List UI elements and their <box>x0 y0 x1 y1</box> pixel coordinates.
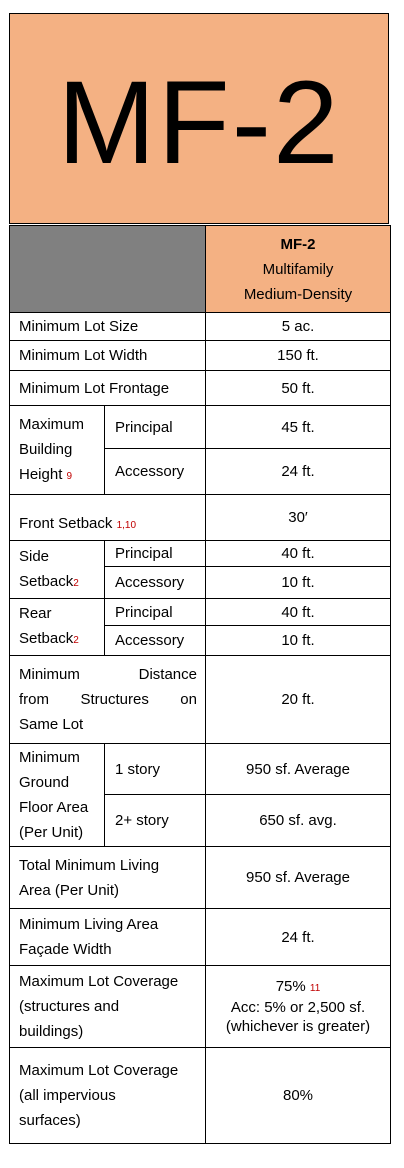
rear-setback-principal-label: Principal <box>105 599 206 626</box>
max-lot-cov-imperv-label: Maximum Lot Coverage (all impervious surfaces) <box>10 1048 206 1144</box>
table-row <box>10 966 391 1048</box>
table-row <box>10 909 391 966</box>
max-height-label: Maximum Building Height 9 <box>10 406 105 495</box>
min-lot-frontage-label: Minimum Lot Frontage <box>10 371 206 406</box>
max-height-accessory-value: 24 ft. <box>206 449 391 495</box>
min-living-facade-label: Minimum Living Area Façade Width <box>10 909 206 966</box>
one-story-value: 950 sf. Average <box>206 744 391 795</box>
max-lot-cov-struct-value: 75% 11 Acc: 5% or 2,500 sf. (whichever is greater) <box>206 966 391 1048</box>
side-setback-principal-value: 40 ft. <box>206 541 391 567</box>
standards-table <box>9 225 391 1144</box>
table-row <box>10 341 391 371</box>
min-lot-width-value: 150 ft. <box>206 341 391 371</box>
footnote-ref: 9 <box>66 470 73 482</box>
header-line-2: Medium-Density <box>243 285 353 303</box>
table-row <box>10 744 391 795</box>
side-setback-label: Side Setback2 <box>10 541 105 599</box>
max-height-principal-value: 45 ft. <box>206 406 391 449</box>
footnote-ref: 1,10 <box>116 520 137 531</box>
min-lot-size-value: 5 ac. <box>206 313 391 341</box>
two-story-value: 650 sf. avg. <box>206 795 391 847</box>
side-setback-accessory-value: 10 ft. <box>206 567 391 599</box>
max-height-principal-label: Principal <box>105 406 206 449</box>
side-setback-accessory-label: Accessory <box>105 567 206 599</box>
min-living-facade-value: 24 ft. <box>206 909 391 966</box>
table-row <box>10 656 391 744</box>
min-lot-width-label: Minimum Lot Width <box>10 341 206 371</box>
min-distance-label: Minimum Distance from Structures on Same Lot <box>10 656 206 744</box>
header-code: MF-2 <box>280 235 316 253</box>
front-setback-label: Front Setback 1,10 <box>10 495 206 541</box>
table-row <box>10 406 391 449</box>
min-lot-frontage-value: 50 ft. <box>206 371 391 406</box>
max-height-accessory-label: Accessory <box>105 449 206 495</box>
rear-setback-principal-value: 40 ft. <box>206 599 391 626</box>
footnote-ref: 2 <box>73 635 79 646</box>
rear-setback-accessory-label: Accessory <box>105 626 206 656</box>
district-title: MF-2 <box>57 56 341 189</box>
header-line-1: Multifamily <box>262 260 334 278</box>
footnote-ref: 2 <box>73 577 79 589</box>
header-row <box>10 226 391 313</box>
min-distance-value: 20 ft. <box>206 656 391 744</box>
footnote-ref: 11 <box>309 983 321 994</box>
table-row <box>10 371 391 406</box>
table-row <box>10 495 391 541</box>
max-lot-cov-imperv-value: 80% <box>206 1048 391 1144</box>
header-district-cell <box>206 226 391 313</box>
min-lot-size-label: Minimum Lot Size <box>10 313 206 341</box>
table-row <box>10 847 391 909</box>
one-story-label: 1 story <box>105 744 206 795</box>
front-setback-value: 30′ <box>206 495 391 541</box>
min-ground-floor-label: Minimum Ground Floor Area (Per Unit) <box>10 744 105 847</box>
district-title-box <box>9 13 389 224</box>
table-row <box>10 599 391 626</box>
table-row <box>10 1048 391 1144</box>
rear-setback-label: Rear Setback2 <box>10 599 105 656</box>
header-blank-cell <box>10 226 206 313</box>
two-story-label: 2+ story <box>105 795 206 847</box>
table-row <box>10 313 391 341</box>
total-min-living-label: Total Minimum Living Area (Per Unit) <box>10 847 206 909</box>
rear-setback-accessory-value: 10 ft. <box>206 626 391 656</box>
table-row <box>10 541 391 567</box>
max-lot-cov-struct-label: Maximum Lot Coverage (structures and buildings) <box>10 966 206 1048</box>
total-min-living-value: 950 sf. Average <box>206 847 391 909</box>
side-setback-principal-label: Principal <box>105 541 206 567</box>
